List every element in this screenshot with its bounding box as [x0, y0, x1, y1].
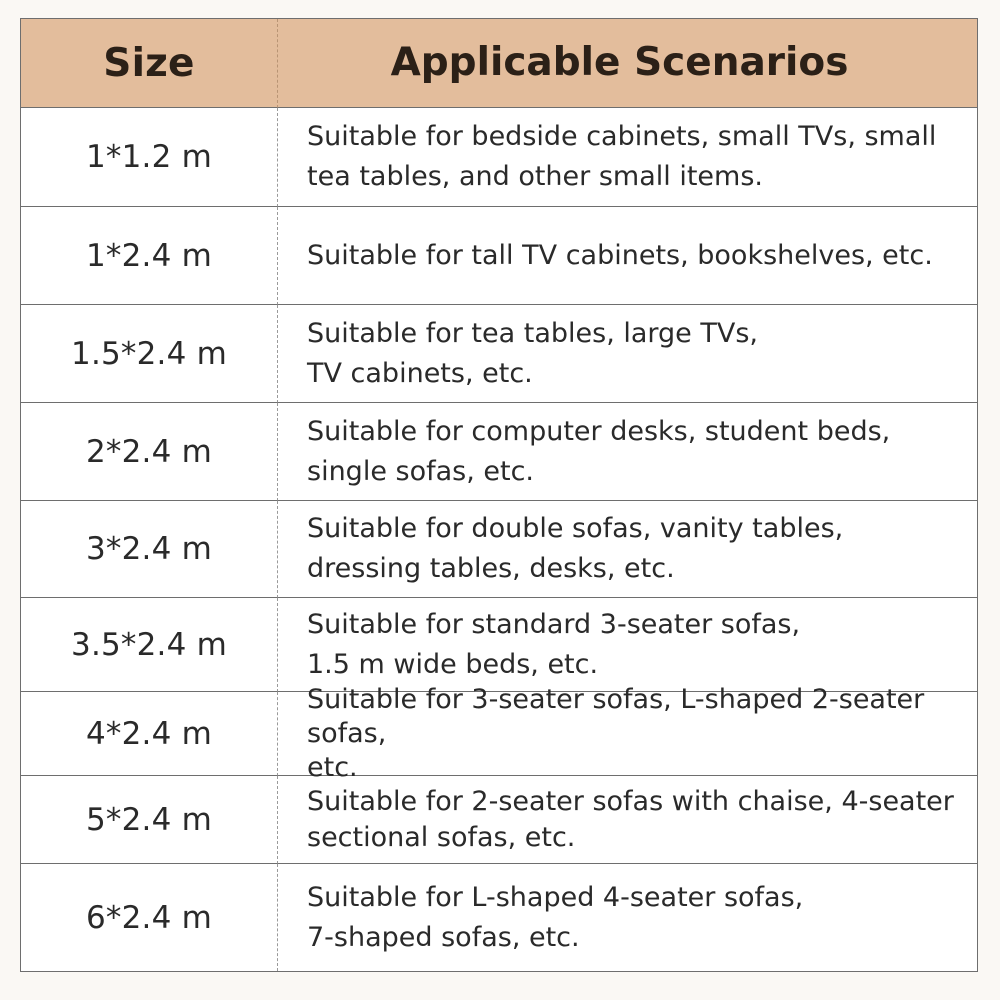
scenario-line: Suitable for double sofas, vanity tables,	[307, 513, 844, 544]
scenario-line: Suitable for 2-seater sofas with chaise, 4-seater	[307, 785, 954, 817]
scenario-cell	[278, 598, 977, 692]
scenario-cell	[278, 683, 977, 783]
scenario-line: dressing tables, desks, etc.	[307, 553, 675, 584]
size-cell: 3*2.4 m	[21, 501, 278, 598]
scenario-cell	[278, 108, 977, 207]
scenario-line: 7-shaped sofas, etc.	[307, 921, 580, 953]
scenario-line: Suitable for L-shaped 4-seater sofas,	[307, 881, 804, 913]
size-cell: 6*2.4 m	[21, 864, 278, 971]
scenario-cell	[278, 864, 977, 971]
scenario-line: Suitable for tall TV cabinets, bookshelves, etc.	[307, 239, 933, 271]
scenario-line: Suitable for bedside cabinets, small TVs, small	[307, 121, 937, 152]
size-cell: 2*2.4 m	[21, 403, 278, 501]
scenario-line: single sofas, etc.	[307, 455, 535, 487]
scenario-line: Suitable for 3-seater sofas, L-shaped 2-seater sofas,	[307, 683, 925, 749]
scenario-line: Suitable for computer desks, student beds,	[307, 415, 891, 447]
scenario-cell	[278, 207, 977, 305]
scenario-line: tea tables, and other small items.	[307, 161, 763, 192]
scenario-line: TV cabinets, etc.	[307, 357, 533, 389]
scenario-line: 1.5 m wide beds, etc.	[307, 648, 599, 680]
scenario-line: etc.	[307, 751, 358, 783]
scenario-cell	[278, 305, 977, 403]
scenarios-column-header: Applicable Scenarios	[278, 19, 977, 108]
size-cell: 5*2.4 m	[21, 776, 278, 864]
scenario-line: Suitable for standard 3-seater sofas,	[307, 608, 801, 640]
scenario-cell	[278, 403, 977, 501]
scenario-line: sectional sofas, etc.	[307, 821, 576, 853]
size-cell: 1.5*2.4 m	[21, 305, 278, 403]
size-cell: 3.5*2.4 m	[21, 598, 278, 692]
size-table	[20, 18, 978, 972]
size-cell: 1*2.4 m	[21, 207, 278, 305]
scenario-cell	[278, 776, 977, 864]
scenario-cell	[278, 501, 977, 598]
size-column-header: Size	[21, 19, 278, 108]
size-cell: 4*2.4 m	[21, 692, 278, 776]
scenario-line: Suitable for tea tables, large TVs,	[307, 317, 758, 349]
size-cell: 1*1.2 m	[21, 108, 278, 207]
